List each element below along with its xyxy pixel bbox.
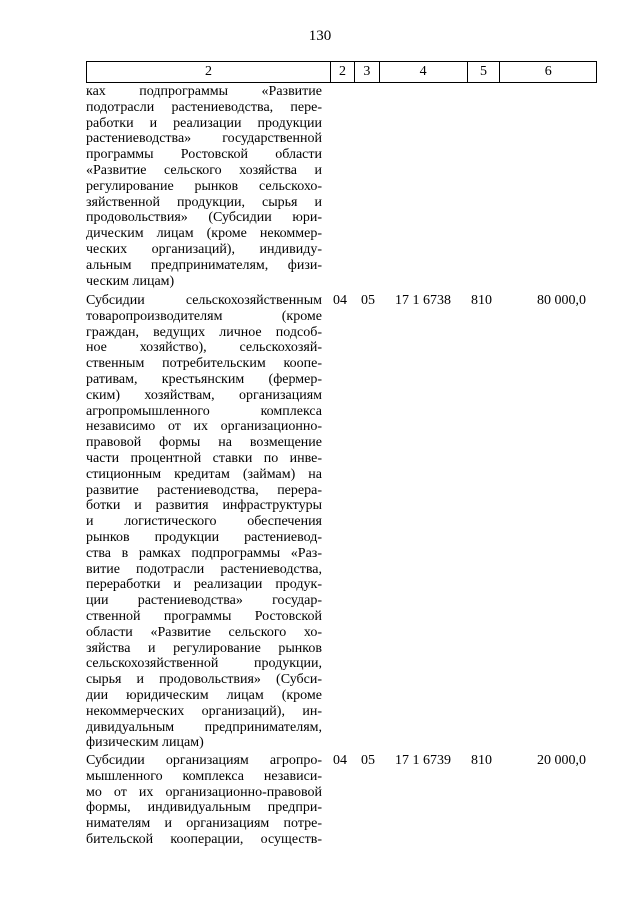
header-cell-description: 2: [205, 64, 213, 79]
description-line: растениеводства» государственной: [86, 131, 322, 147]
description-line: «Развитие сельского хозяйства и: [86, 162, 322, 178]
header-cell-vr: 5: [467, 62, 500, 82]
description-line: бительской кооперации, осуществ-: [86, 831, 322, 847]
description-line: области «Развитие сельского хо-: [86, 624, 322, 640]
description-line: ства в рамках подпрограммы «Раз-: [86, 545, 322, 561]
description-line: зяйственной продукции, сырья и: [86, 194, 322, 210]
description-line: рынков продукции растениевод-: [86, 529, 322, 545]
page-number: 130: [308, 28, 332, 44]
cell-sum: 20 000,0: [537, 753, 586, 768]
description-line: части процентной ставки по инве-: [86, 450, 322, 466]
description-line: альным предпринимателям, физи-: [86, 257, 322, 273]
description-line: витие подотрасли растениеводства,: [86, 561, 322, 577]
cell-sum: 80 000,0: [537, 293, 586, 308]
row-description: [86, 753, 322, 848]
cell-pr: 05: [361, 293, 375, 308]
description-line: формы, индивидуальным предпри-: [86, 800, 322, 816]
description-line: ках подпрограммы «Развитие: [86, 84, 322, 99]
description-line: подотрасли растениеводства, пере-: [86, 99, 322, 115]
description-line: мышленного комплекса независи-: [86, 768, 322, 784]
description-line: ное хозяйство), сельскохозяй-: [86, 340, 322, 356]
description-line: ративам, крестьянским (фермер-: [86, 371, 322, 387]
cell-vr: 810: [471, 293, 492, 308]
description-line: ским) хозяйствам, организациям: [86, 387, 322, 403]
description-line: программы Ростовской области: [86, 147, 322, 163]
description-line: некоммерческих организаций), ин-: [86, 703, 322, 719]
description-line: товаропроизводителям (кроме: [86, 308, 322, 324]
header-cell-csr: 4: [379, 62, 467, 82]
header-cell-pr: 3: [354, 62, 379, 82]
description-line: сельскохозяйственной продукции,: [86, 656, 322, 672]
description-line: ческих организаций), индивиду-: [86, 241, 322, 257]
description-line: физическим лицам): [86, 735, 204, 751]
description-line: нимателям и организациям потре-: [86, 816, 322, 832]
description-line: агропромышленного комплекса: [86, 403, 322, 419]
description-line: ственной программы Ростовской: [86, 608, 322, 624]
cell-pr: 05: [361, 753, 375, 768]
description-line: стиционным кредитам (займам) на: [86, 466, 322, 482]
description-line: дии юридическим лицам (кроме: [86, 687, 322, 703]
description-line: граждан, ведущих личное подсоб-: [86, 324, 322, 340]
cell-rz: 04: [333, 293, 347, 308]
description-line: Субсидии сельскохозяйственным: [86, 293, 322, 308]
table-header: [86, 61, 597, 83]
description-line: работки и реализации продукции: [86, 115, 322, 131]
description-line: сырья и продовольствия» (Субси-: [86, 672, 322, 688]
cell-csr: 17 1 6738: [395, 293, 451, 308]
description-line: независимо от их организационно-: [86, 419, 322, 435]
cell-vr: 810: [471, 753, 492, 768]
description-line: развитие растениеводства, перера-: [86, 482, 322, 498]
row-description: [86, 84, 322, 289]
description-line: зяйства и регулирование рынков: [86, 640, 322, 656]
description-line: правовой формы на возмещение: [86, 435, 322, 451]
row-description: [86, 293, 322, 751]
description-line: продовольствия» (Субсидии юри-: [86, 210, 322, 226]
description-line: мо от их организационно-правовой: [86, 784, 322, 800]
description-line: дивидуальным предпринимателям,: [86, 719, 322, 735]
header-cell-rz: 2: [330, 62, 354, 82]
header-cell-sum: 6: [499, 62, 596, 82]
cell-csr: 17 1 6739: [395, 753, 451, 768]
cell-rz: 04: [333, 753, 347, 768]
description-line: дическим лицам (кроме некоммер-: [86, 226, 322, 242]
description-line: ции растениеводства» государ-: [86, 593, 322, 609]
description-line: ственным потребительским коопе-: [86, 356, 322, 372]
description-line: переработки и реализации продук-: [86, 577, 322, 593]
description-line: ботки и развития инфраструктуры: [86, 498, 322, 514]
description-line: Субсидии организациям агропро-: [86, 753, 322, 768]
description-line: и логистического обеспечения: [86, 514, 322, 530]
description-line: ческим лицам): [86, 273, 175, 289]
description-line: регулирование рынков сельскохо-: [86, 178, 322, 194]
